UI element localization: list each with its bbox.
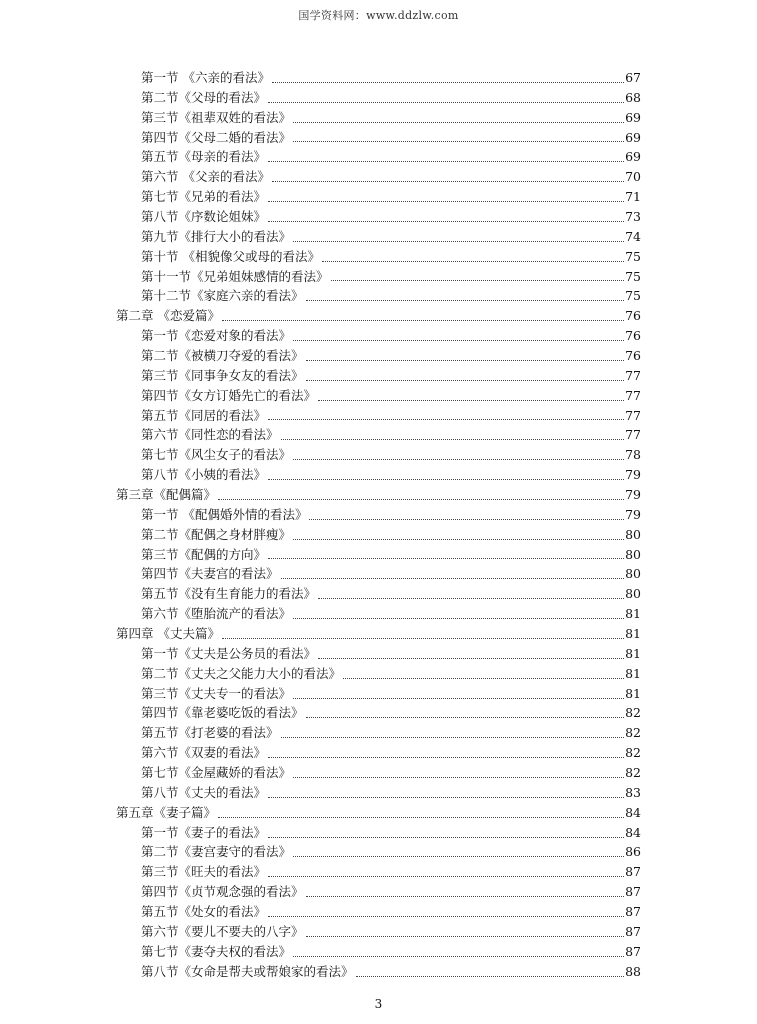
toc-entry-page: 87: [625, 864, 641, 880]
toc-entry-title: 第九节《排行大小的看法》: [141, 228, 292, 244]
toc-entry-title: 第四节《贞节观念强的看法》: [141, 884, 304, 900]
toc-section-entry[interactable]: [141, 843, 641, 863]
toc-entry-title: 第二节《父母的看法》: [141, 89, 267, 105]
toc-section-entry[interactable]: [141, 525, 641, 545]
dot-leader: [272, 180, 624, 182]
dot-leader: [268, 756, 624, 758]
toc-entry-title: 第三节《旺夫的看法》: [141, 864, 267, 880]
toc-entry-title: 第五节《处女的看法》: [141, 904, 267, 920]
toc-section-entry[interactable]: [141, 167, 641, 187]
toc-entry-title: 第三节《配偶的方向》: [141, 546, 267, 562]
toc-entry-page: 76: [625, 347, 641, 363]
toc-entry-title: 第四节《父母二婚的看法》: [141, 129, 292, 145]
toc-entry-page: 77: [625, 427, 641, 443]
toc-entry-page: 77: [625, 407, 641, 423]
toc-section-entry[interactable]: [141, 147, 641, 167]
toc-entry-title: 第二节《配偶之身材胖瘦》: [141, 526, 292, 542]
toc-entry-page: 81: [625, 645, 641, 661]
toc-section-entry[interactable]: [141, 128, 641, 148]
toc-section-entry[interactable]: [141, 823, 641, 843]
site-header: 国学资料网：www.ddzlw.com: [298, 9, 459, 22]
toc-section-entry[interactable]: [141, 505, 641, 525]
toc-entry-page: 78: [625, 447, 641, 463]
dot-leader: [293, 776, 624, 778]
toc-entry-title: 第八节《小姨的看法》: [141, 467, 267, 483]
toc-entry-title: 第六节《同性恋的看法》: [141, 427, 279, 443]
dot-leader: [293, 240, 624, 242]
dot-leader: [306, 895, 625, 897]
toc-section-entry[interactable]: [141, 68, 641, 88]
toc-entry-title: 第八节《女命是帮夫或帮娘家的看法》: [141, 963, 354, 979]
dot-leader: [306, 379, 625, 381]
toc-section-entry[interactable]: [141, 664, 641, 684]
toc-entry-title: 第十二节《家庭六亲的看法》: [141, 288, 304, 304]
toc-entry-page: 70: [625, 169, 641, 185]
toc-entry-page: 81: [625, 685, 641, 701]
dot-leader: [268, 915, 624, 917]
dot-leader: [281, 438, 625, 440]
toc-entry-page: 75: [625, 288, 641, 304]
toc-chapter-entry[interactable]: [116, 803, 641, 823]
dot-leader: [268, 200, 624, 202]
toc-section-entry[interactable]: [141, 366, 641, 386]
dot-leader: [281, 577, 625, 579]
dot-leader: [318, 399, 624, 401]
toc-entry-title: 第一节 《六亲的看法》: [141, 69, 270, 85]
toc-entry-title: 第八节《序数论姐妹》: [141, 208, 267, 224]
toc-section-entry[interactable]: [141, 644, 641, 664]
toc-section-entry[interactable]: [141, 922, 641, 942]
toc-entry-page: 80: [625, 546, 641, 562]
dot-leader: [222, 637, 624, 639]
toc-entry-title: 第六节 《父亲的看法》: [141, 169, 270, 185]
dot-leader: [331, 279, 625, 281]
toc-entry-page: 79: [625, 506, 641, 522]
toc-entry-page: 77: [625, 387, 641, 403]
toc-section-entry[interactable]: [141, 942, 641, 962]
dot-leader: [293, 458, 624, 460]
dot-leader: [268, 557, 624, 559]
dot-leader: [272, 81, 624, 83]
dot-leader: [306, 935, 625, 937]
toc-entry-title: 第五节《同居的看法》: [141, 407, 267, 423]
toc-entry-title: 第七节《风尘女子的看法》: [141, 447, 292, 463]
toc-entry-title: 第三节《祖辈双姓的看法》: [141, 109, 292, 125]
toc-entry-page: 79: [625, 486, 641, 502]
toc-entry-page: 87: [625, 943, 641, 959]
toc-entry-page: 76: [625, 328, 641, 344]
dot-leader: [268, 478, 624, 480]
dot-leader: [293, 121, 624, 123]
toc-entry-page: 69: [625, 149, 641, 165]
toc-entry-title: 第三章《配偶篇》: [116, 486, 217, 502]
toc-entry-title: 第一节《妻子的看法》: [141, 824, 267, 840]
toc-entry-title: 第七节《兄弟的看法》: [141, 189, 267, 205]
toc-entry-title: 第一节《丈夫是公务员的看法》: [141, 645, 317, 661]
toc-entry-page: 87: [625, 923, 641, 939]
dot-leader: [293, 140, 624, 142]
toc-entry-title: 第一节 《配偶婚外情的看法》: [141, 506, 308, 522]
toc-section-entry[interactable]: [141, 267, 641, 287]
toc-section-entry[interactable]: [141, 108, 641, 128]
toc-section-entry[interactable]: [141, 88, 641, 108]
toc-section-entry[interactable]: [141, 545, 641, 565]
toc-section-entry[interactable]: [141, 743, 641, 763]
toc-section-entry[interactable]: [141, 187, 641, 207]
toc-entry-page: 87: [625, 884, 641, 900]
toc-entry-page: 67: [625, 69, 641, 85]
toc-section-entry[interactable]: [141, 386, 641, 406]
dot-leader: [306, 299, 625, 301]
toc-section-entry[interactable]: [141, 406, 641, 426]
toc-entry-page: 68: [625, 89, 641, 105]
toc-section-entry[interactable]: [141, 286, 641, 306]
dot-leader: [306, 359, 625, 361]
dot-leader: [218, 816, 624, 818]
toc-section-entry[interactable]: [141, 346, 641, 366]
dot-leader: [222, 319, 624, 321]
toc-section-entry[interactable]: [141, 604, 641, 624]
toc-entry-title: 第十一节《兄弟姐妹感情的看法》: [141, 268, 329, 284]
dot-leader: [268, 836, 624, 838]
dot-leader: [218, 498, 624, 500]
table-of-contents: [0, 68, 757, 982]
toc-chapter-entry[interactable]: [116, 624, 641, 644]
toc-entry-page: 82: [625, 765, 641, 780]
dot-leader: [293, 617, 624, 619]
dot-leader: [306, 716, 625, 718]
toc-section-entry[interactable]: [141, 962, 641, 982]
toc-section-entry[interactable]: [141, 425, 641, 445]
toc-section-entry[interactable]: [141, 465, 641, 485]
toc-entry-title: 第四节《靠老婆吃饭的看法》: [141, 705, 304, 721]
toc-entry-title: 第二节《妻宫妻守的看法》: [141, 844, 292, 860]
toc-entry-page: 83: [625, 784, 641, 800]
toc-entry-title: 第六节《双妻的看法》: [141, 745, 267, 761]
toc-entry-page: 82: [625, 725, 641, 741]
toc-section-entry[interactable]: [141, 445, 641, 465]
toc-entry-page: 87: [625, 904, 641, 920]
toc-entry-page: 69: [625, 109, 641, 125]
dot-leader: [356, 975, 625, 977]
dot-leader: [293, 955, 624, 957]
toc-chapter-entry[interactable]: [116, 306, 641, 326]
toc-section-entry[interactable]: [141, 684, 641, 704]
toc-entry-title: 第五章《妻子篇》: [116, 804, 217, 820]
toc-entry-title: 第六节《要儿不要夫的八字》: [141, 923, 304, 939]
toc-entry-page: 84: [625, 804, 641, 820]
dot-leader: [268, 418, 624, 420]
toc-entry-page: 86: [625, 844, 641, 860]
dot-leader: [309, 518, 624, 520]
toc-entry-title: 第二章 《恋爱篇》: [116, 308, 220, 324]
toc-entry-page: 75: [625, 248, 641, 264]
toc-entry-page: 80: [625, 526, 641, 542]
toc-entry-title: 第二节《丈夫之父能力大小的看法》: [141, 665, 342, 681]
toc-entry-page: 82: [625, 745, 641, 761]
toc-entry-page: 81: [625, 625, 641, 641]
dot-leader: [293, 538, 624, 540]
dot-leader: [293, 697, 624, 699]
toc-entry-page: 77: [625, 367, 641, 383]
dot-leader: [322, 260, 624, 262]
toc-entry-page: 81: [625, 606, 641, 622]
toc-entry-title: 第五节《母亲的看法》: [141, 149, 267, 165]
toc-entry-page: 84: [625, 824, 641, 840]
toc-section-entry[interactable]: [141, 704, 641, 724]
toc-section-entry[interactable]: [141, 564, 641, 584]
toc-entry-page: 82: [625, 705, 641, 721]
toc-entry-page: 75: [625, 268, 641, 284]
toc-section-entry[interactable]: [141, 227, 641, 247]
toc-entry-title: 第八节《丈夫的看法》: [141, 784, 267, 800]
dot-leader: [293, 855, 624, 857]
toc-section-entry[interactable]: [141, 763, 641, 783]
toc-section-entry[interactable]: [141, 902, 641, 922]
dot-leader: [268, 160, 624, 162]
toc-entry-title: 第二节《被横刀夺爱的看法》: [141, 347, 304, 363]
dot-leader: [343, 677, 624, 679]
toc-chapter-entry[interactable]: [116, 485, 641, 505]
dot-leader: [318, 597, 624, 599]
toc-entry-page: 69: [625, 129, 641, 145]
dot-leader: [268, 220, 624, 222]
toc-entry-title: 第十节 《相貌像父或母的看法》: [141, 248, 320, 264]
toc-entry-title: 第四章 《丈夫篇》: [116, 625, 220, 641]
toc-entry-page: 80: [625, 566, 641, 582]
toc-entry-page: 76: [625, 308, 641, 324]
toc-section-entry[interactable]: [141, 247, 641, 267]
dot-leader: [318, 657, 624, 659]
toc-entry-page: 73: [625, 208, 641, 224]
toc-entry-page: 88: [625, 963, 641, 979]
toc-entry-title: 第三节《丈夫专一的看法》: [141, 685, 292, 701]
toc-entry-page: 81: [625, 665, 641, 681]
toc-entry-page: 80: [625, 586, 641, 602]
toc-entry-title: 第五节《打老婆的看法》: [141, 725, 279, 741]
toc-entry-title: 第五节《没有生育能力的看法》: [141, 586, 317, 602]
dot-leader: [268, 796, 624, 798]
toc-entry-page: 79: [625, 467, 641, 483]
toc-entry-title: 第三节《同事争女友的看法》: [141, 367, 304, 383]
dot-leader: [293, 339, 624, 341]
toc-entry-title: 第六节《堕胎流产的看法》: [141, 606, 292, 622]
toc-entry-title: 第七节《妻夺夫权的看法》: [141, 943, 292, 959]
toc-section-entry[interactable]: [141, 584, 641, 604]
toc-entry-title: 第四节《夫妻宫的看法》: [141, 566, 279, 582]
toc-section-entry[interactable]: [141, 862, 641, 882]
toc-section-entry[interactable]: [141, 326, 641, 346]
dot-leader: [281, 736, 625, 738]
dot-leader: [268, 875, 624, 877]
toc-section-entry[interactable]: [141, 207, 641, 227]
dot-leader: [268, 101, 624, 103]
toc-entry-title: 第一节《恋爱对象的看法》: [141, 328, 292, 344]
toc-section-entry[interactable]: [141, 882, 641, 902]
toc-entry-page: 71: [625, 189, 641, 205]
toc-section-entry[interactable]: [141, 783, 641, 803]
toc-section-entry[interactable]: [141, 723, 641, 743]
toc-entry-title: 第四节《女方订婚先亡的看法》: [141, 387, 317, 403]
toc-entry-title: 第七节《金屋藏娇的看法》: [141, 765, 292, 780]
page-number: 3: [374, 997, 383, 1011]
toc-entry-page: 74: [625, 228, 641, 244]
